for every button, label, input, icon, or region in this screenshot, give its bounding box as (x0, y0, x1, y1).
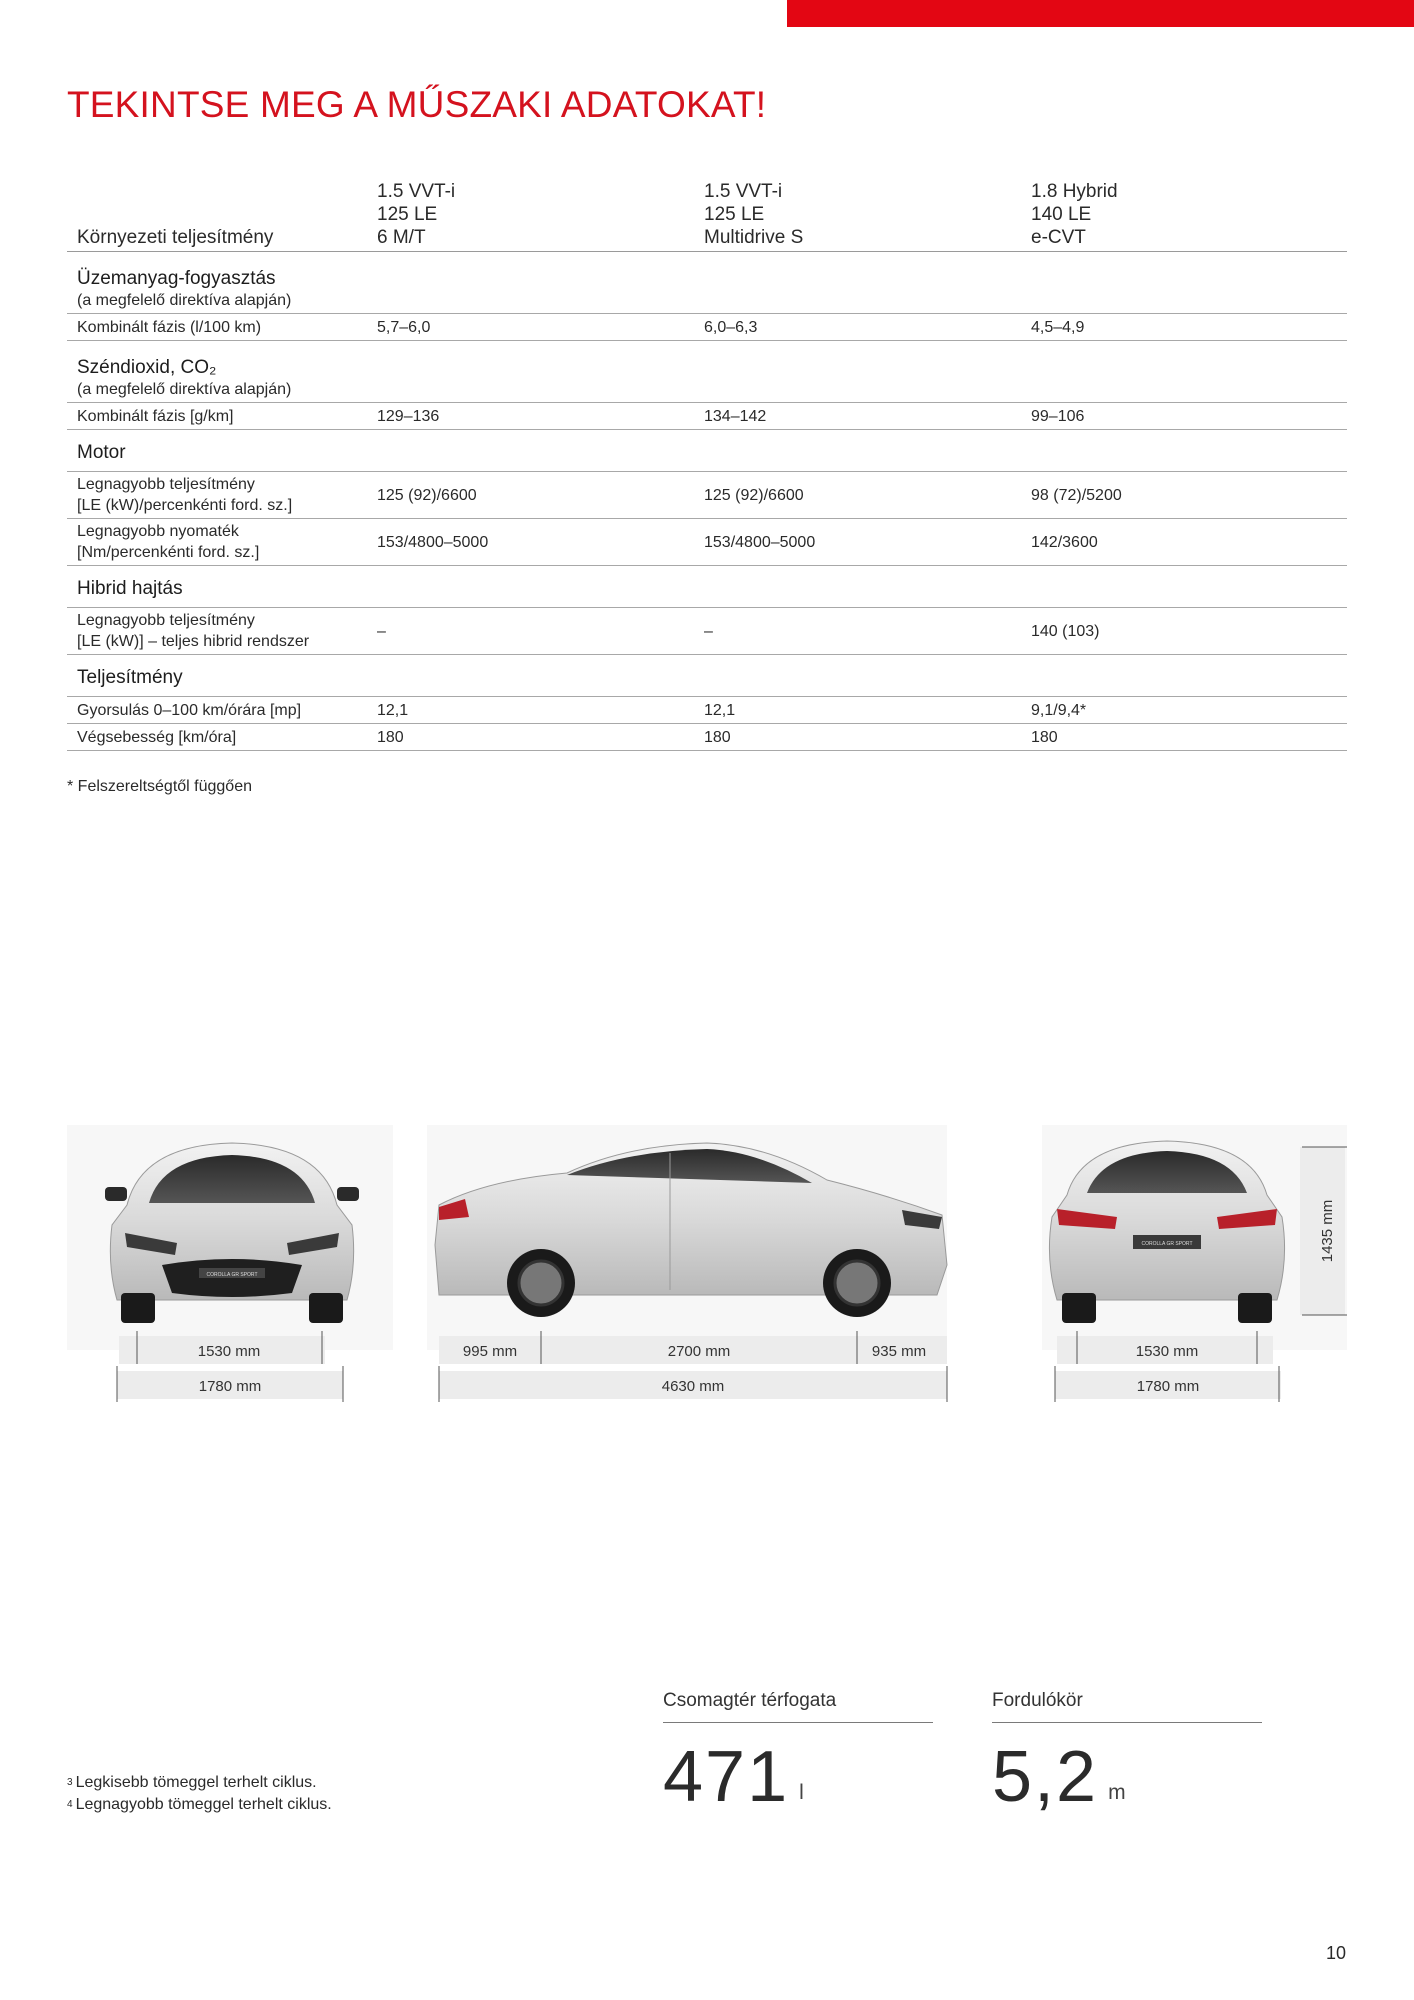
stat-title: Csomagtér térfogata (663, 1690, 933, 1723)
table-cell: 180 (1031, 728, 1058, 746)
row-label: Kombinált fázis [g/km] (77, 407, 234, 425)
table-cell: 153/4800–5000 (704, 533, 816, 551)
column-header-line: 125 LE (704, 204, 765, 225)
table-header-row (67, 176, 1347, 252)
rear-overhang-label: 935 mm (871, 1343, 927, 1360)
rear-width-label: 1780 mm (1136, 1378, 1200, 1395)
turning-circle-stat (992, 1690, 1262, 1817)
column-header-line: 1.5 VVT-i (377, 181, 456, 202)
table-cell: 125 (92)/6600 (704, 486, 804, 504)
table-cell: 6,0–6,3 (704, 318, 758, 336)
footnote-item (67, 1772, 332, 1794)
rear-rim (519, 1261, 563, 1305)
rear-left-tire (1062, 1293, 1096, 1323)
group-header-performance (67, 655, 1347, 697)
footnote-text: Legkisebb tömeggel terhelt ciklus. (75, 1774, 317, 1791)
table-cell: 140 (103) (1031, 622, 1100, 640)
row-label: Végsebesség [km/óra] (77, 728, 237, 746)
group-header-fuel (67, 252, 1347, 314)
length-label: 4630 mm (661, 1378, 725, 1395)
group-header-hybrid (67, 566, 1347, 608)
specs-table (67, 176, 1347, 751)
group-title: Hibrid hajtás (77, 577, 183, 599)
stat-unit: m (1108, 1781, 1126, 1804)
table-cell: 5,7–6,0 (377, 318, 431, 336)
car-dimensions-diagram (67, 1125, 1347, 1415)
group-title: Teljesítmény (77, 666, 183, 688)
column-header-line: e-CVT (1031, 227, 1086, 248)
front-right-tire (309, 1293, 343, 1323)
front-left-tire (121, 1293, 155, 1323)
row-label-line: [Nm/percenkénti ford. sz.] (77, 544, 260, 561)
car-dimensions-svg (67, 1125, 1347, 1415)
table-row (67, 608, 1347, 655)
column-header-line: 125 LE (377, 204, 438, 225)
table-cell: 12,1 (377, 701, 409, 719)
table-row (67, 403, 1347, 430)
stat-value-row (663, 1737, 933, 1817)
section-label: Környezeti teljesítmény (77, 227, 274, 248)
left-mirror (105, 1187, 127, 1201)
footnote-text: Legnagyobb tömeggel terhelt ciklus. (75, 1796, 332, 1813)
stat-value: 471 (663, 1737, 790, 1817)
row-label (67, 472, 367, 518)
table-cell: 9,1/9,4* (1031, 701, 1087, 719)
column-header-3 (1021, 176, 1347, 251)
table-cell: 98 (72)/5200 (1031, 486, 1122, 504)
table-cell: 142/3600 (1031, 533, 1098, 551)
row-label: Kombinált fázis (l/100 km) (77, 318, 262, 336)
column-header-line: 1.5 VVT-i (704, 181, 783, 202)
front-overhang-label: 995 mm (462, 1343, 518, 1360)
table-row (67, 472, 1347, 519)
footnote-number: 4 (67, 1799, 73, 1810)
group-header-co2 (67, 341, 1347, 403)
table-cell: 99–106 (1031, 407, 1085, 425)
column-header-line: 140 LE (1031, 204, 1092, 225)
table-cell: – (704, 622, 713, 640)
front-width-label: 1780 mm (198, 1378, 262, 1395)
table-cell: 134–142 (704, 407, 767, 425)
table-cell: 4,5–4,9 (1031, 318, 1085, 336)
car-rear-view (1042, 1125, 1347, 1402)
column-header-line: 1.8 Hybrid (1031, 181, 1118, 202)
column-header-2 (694, 176, 1021, 251)
table-cell: 129–136 (377, 407, 440, 425)
group-title: Széndioxid, CO₂ (77, 357, 217, 378)
rear-plate-text: COROLLA GR SPORT (1141, 1241, 1193, 1247)
header-accent-bar (787, 0, 1414, 27)
table-cell: 12,1 (704, 701, 736, 719)
group-header-motor (67, 430, 1347, 472)
table-cell: 180 (704, 728, 731, 746)
table-row (67, 314, 1347, 341)
bottom-footnotes (67, 1772, 332, 1816)
table-cell: 180 (377, 728, 404, 746)
height-label: 1435 mm (1319, 1199, 1336, 1263)
row-label-line: [LE (kW)] – teljes hibrid rendszer (77, 633, 310, 650)
footnote-number: 3 (67, 1777, 73, 1788)
front-rim (835, 1261, 879, 1305)
rear-track-label: 1530 mm (1135, 1343, 1199, 1360)
group-title: Motor (77, 441, 126, 463)
row-label: Gyorsulás 0–100 km/órára [mp] (77, 701, 302, 719)
rear-right-tire (1238, 1293, 1272, 1323)
table-footnote: * Felszereltségtől függően (67, 778, 252, 795)
car-side-view (427, 1125, 947, 1402)
table-row (67, 697, 1347, 724)
column-header-line: 6 M/T (377, 227, 426, 248)
page-title: TEKINTSE MEG A MŰSZAKI ADATOKAT! (67, 84, 767, 125)
column-header-line: Multidrive S (704, 227, 804, 248)
car-front-view (67, 1125, 393, 1402)
table-row (67, 519, 1347, 566)
wheelbase-label: 2700 mm (667, 1343, 731, 1360)
page-number: 10 (1326, 1943, 1347, 1963)
row-label-line: Legnagyobb teljesítmény (77, 612, 255, 629)
column-header-1 (367, 176, 694, 251)
row-label (67, 519, 367, 565)
stat-value: 5,2 (992, 1737, 1099, 1817)
stat-value-row (992, 1737, 1262, 1817)
stat-title: Fordulókör (992, 1690, 1262, 1723)
table-cell: 153/4800–5000 (377, 533, 489, 551)
row-label-line: Legnagyobb teljesítmény (77, 476, 255, 493)
footnote-item (67, 1794, 332, 1816)
table-cell: – (377, 622, 386, 640)
group-subtitle: (a megfelelő direktíva alapján) (77, 381, 292, 398)
row-label (67, 608, 367, 654)
stat-unit: l (799, 1781, 804, 1804)
row-label-line: Legnagyobb nyomaték (77, 523, 239, 540)
table-cell: 125 (92)/6600 (377, 486, 477, 504)
group-subtitle: (a megfelelő direktíva alapján) (77, 292, 292, 309)
trunk-volume-stat (663, 1690, 933, 1817)
right-mirror (337, 1187, 359, 1201)
table-row (67, 724, 1347, 751)
row-label-line: [LE (kW)/percenkénti ford. sz.] (77, 497, 293, 514)
front-track-label: 1530 mm (197, 1343, 261, 1360)
group-title: Üzemanyag-fogyasztás (77, 268, 276, 289)
front-plate-text: COROLLA GR SPORT (206, 1272, 258, 1278)
